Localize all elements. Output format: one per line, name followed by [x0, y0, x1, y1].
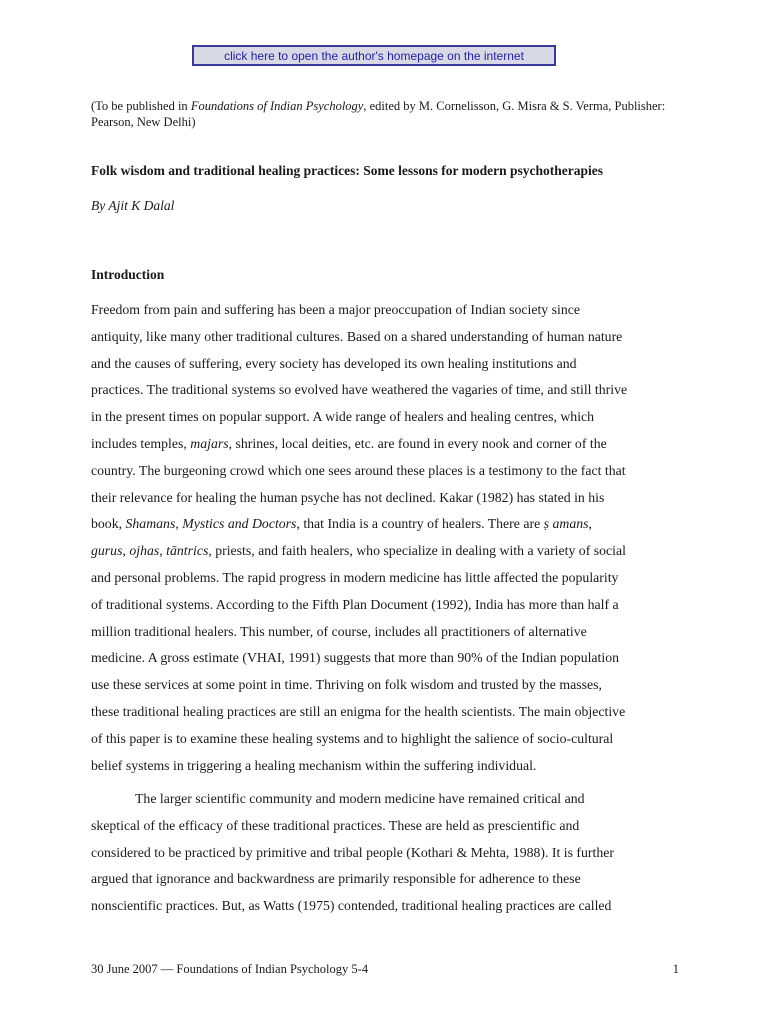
paragraph-line: The larger scientific community and modern medicine have remained critical and	[135, 791, 585, 806]
paragraph-line: includes temples, majars, shrines, local deities, etc. are found in every nook and corner of the	[91, 435, 607, 451]
paragraph-line: gurus, ojhas, tāntrics, priests, and faith healers, who specialize in dealing with a variety of social	[91, 543, 626, 559]
publication-book-title: Foundations of Indian Psychology	[190, 99, 364, 113]
author-homepage-link[interactable]: click here to open the author's homepage on the internet	[192, 45, 556, 66]
paragraph-line: Freedom from pain and suffering has been a major preoccupation of Indian society since	[91, 302, 580, 317]
paper-title: Folk wisdom and traditional healing practices: Some lessons for modern psychotherapies	[91, 163, 604, 178]
footer-text: 30 June 2007 — Foundations of Indian Psychology 5-4	[91, 962, 369, 976]
paragraph-line: book, Shamans, Mystics and Doctors, that India is a country of healers. There are ṣ amans,	[91, 516, 592, 532]
paragraph-line: belief systems in triggering a healing mechanism within the suffering individual.	[91, 757, 537, 773]
paragraph-line: argued that ignorance and backwardness are primarily responsible for adherence to these	[91, 871, 581, 887]
paragraph-line: nonscientific practices. But, as Watts (1975) contended, traditional healing practices are called	[91, 898, 612, 914]
paragraph-line: of this paper is to examine these healing systems and to highlight the salience of socio-cultural	[91, 730, 614, 746]
paragraph-line: country. The burgeoning crowd which one sees around these places is a testimony to the fact that	[91, 462, 626, 478]
paragraph-line: and personal problems. The rapid progress in modern medicine has little affected the popularity	[91, 569, 619, 585]
page-footer	[91, 962, 679, 977]
publication-note-suffix: , edited by M. Cornelisson, G. Misra & S. Verma, Publisher:	[363, 99, 666, 113]
paragraph-line: use these services at some point in time. Thriving on folk wisdom and trusted by the masses,	[91, 677, 602, 693]
paragraph-line: and the causes of suffering, every society has developed its own healing institutions and	[91, 355, 577, 371]
publication-note-line2: Pearson, New Delhi)	[91, 115, 196, 129]
page-number: 1	[672, 962, 679, 976]
paragraph-line: considered to be practiced by primitive and tribal people (Kothari & Mehta, 1988). It is further	[91, 844, 614, 860]
paragraph-line: antiquity, like many other traditional cultures. Based on a shared understanding of human nature	[91, 328, 623, 344]
paragraph-line: of traditional systems. According to the Fifth Plan Document (1992), India has more than half a	[91, 596, 619, 612]
paragraph-line: million traditional healers. This number, of course, includes all practitioners of alternative	[91, 623, 587, 639]
paragraph-line: in the present times on popular support. A wide range of healers and healing centres, which	[91, 409, 595, 425]
section-heading: Introduction	[91, 267, 165, 282]
paragraph-line: medicine. A gross estimate (VHAI, 1991) suggests that more than 90% of the Indian population	[91, 650, 620, 666]
paragraph-line: practices. The traditional systems so evolved have weathered the vagaries of time, and still thrive	[91, 382, 628, 398]
publication-note-prefix: (To be published in	[91, 99, 191, 113]
paragraph-second	[91, 786, 679, 920]
paragraph-line: skeptical of the efficacy of these traditional practices. These are held as prescientific and	[91, 817, 580, 833]
publication-note	[91, 98, 681, 130]
paragraph-line: their relevance for healing the human psyche has not declined. Kakar (1982) has stated in his	[91, 489, 605, 505]
paragraph-introduction	[91, 297, 679, 779]
paper-author: By Ajit K Dalal	[91, 198, 175, 213]
paragraph-line: these traditional healing practices are still an enigma for the health scientists. The main objective	[91, 703, 626, 719]
